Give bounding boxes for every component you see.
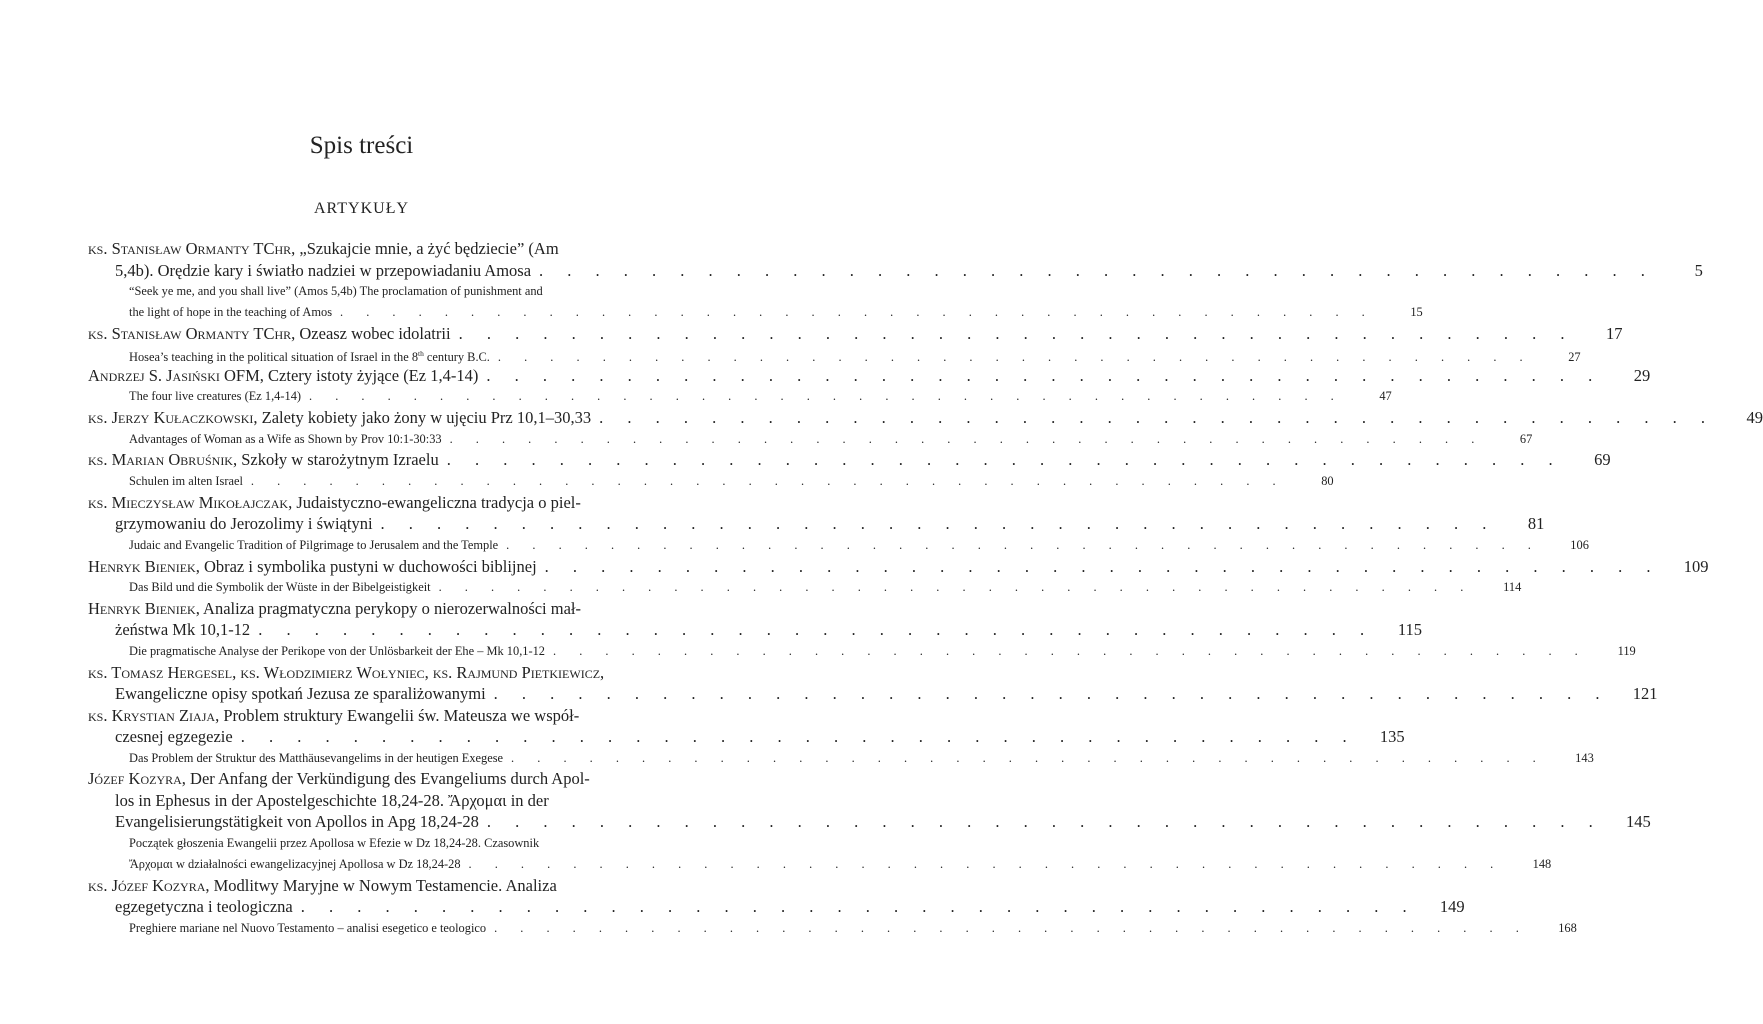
title-text: grzymowaniu do Jerozolimy i świątyni	[115, 514, 373, 534]
title-text: Ἄρχομαι w działalności ewangelizacyjnej Apollosa w Dz 18,24-28	[129, 856, 461, 871]
title-text: , Cztery istoty żyjące (Ez 1,4-14)	[259, 365, 479, 385]
toc-entry	[88, 598, 1423, 641]
toc-line-text	[115, 260, 531, 282]
toc-line-text	[88, 663, 604, 682]
page-number: 81	[1527, 514, 1545, 534]
title-text: Evangelisierungstätigkeit von Apollos in Apg 18,24-28	[115, 812, 479, 832]
toc-line	[88, 238, 638, 260]
toc-line-text	[129, 918, 486, 939]
page-title: Spis treści	[309, 132, 414, 159]
toc-entry	[88, 323, 1623, 345]
author-name: ks. Mieczysław Mikołajczak	[88, 492, 289, 512]
title-text: czesnej egzegezie	[115, 727, 233, 747]
dot-leader: . . . . . . . . . . . . . . . . . . . . . . . . . . . . . . . . . . . . . . . .	[544, 556, 1661, 576]
title-text: Das Problem der Struktur des Matthäusevangelims in der heutigen Exegese	[129, 750, 504, 765]
page-number: 168	[1558, 920, 1577, 935]
title-text: , Analiza pragmatyczna perykopy o nierozerwalności mał-	[195, 598, 582, 618]
dot-leader: . . . . . . . . . . . . . . . . . . . . . . . . . . . . . . . . . . . . . . . .	[506, 537, 1541, 552]
dot-leader: . . . . . . . . . . . . . . . . . . . . . . . . . . . . . . . . . . . . . . . .	[539, 260, 1655, 280]
toc-line-text	[88, 493, 581, 512]
page-number: 115	[1397, 620, 1423, 640]
title-text: żeństwa Mk 10,1-12	[115, 620, 251, 640]
toc-entry	[88, 556, 1709, 578]
author-name: ks. Stanisław Ormanty TChr	[88, 323, 292, 343]
toc-entry	[88, 449, 1611, 471]
toc-line-text	[115, 726, 233, 748]
title-text: Judaic and Evangelic Tradition of Pilgrimage to Jerusalem and the Temple	[129, 537, 499, 552]
toc-line-text	[115, 791, 549, 810]
title-text: los in Ephesus in der Apostelgeschichte 18,24-28. Ἄρχομαι in der	[115, 790, 549, 810]
dot-leader: . . . . . . . . . . . . . . . . . . . . . . . . . . . . . . . . . . . . . . . .	[446, 450, 1563, 470]
toc-line	[88, 854, 1552, 875]
title-text: Das Bild und die Symbolik der Wüste in der Bibelgeistigkeit	[129, 580, 431, 595]
author-name: ks. Tomasz Hergesel, ks. Włodzimierz Wołyniec, ks. Rajmund Pietkiewicz	[88, 662, 601, 682]
toc-line	[88, 833, 638, 854]
toc-line	[88, 260, 1703, 282]
author-name: ks. Krystian Ziaja	[88, 705, 216, 725]
title-text: Schulen im alten Israel	[129, 473, 243, 488]
toc-line	[88, 386, 1392, 407]
toc-entry	[88, 875, 1465, 918]
toc-line	[88, 407, 1763, 429]
toc-line	[88, 811, 1651, 833]
toc-line-text	[88, 449, 439, 471]
toc-line	[88, 790, 638, 812]
dot-leader: . . . . . . . . . . . . . . . . . . . . . . . . . . . . . . . . . . . . . . . .	[309, 389, 1344, 404]
title-text: The four live creatures (Ez 1,4-14)	[129, 389, 302, 404]
dot-leader: . . . . . . . . . . . . . . . . . . . . . . . . . . . . . . . . . . . . . . . .	[458, 323, 1575, 343]
dot-leader: . . . . . . . . . . . . . . . . . . . . . . . . . . . . . . . . . . . . . . . .	[511, 750, 1546, 765]
page-number: 143	[1575, 750, 1594, 765]
toc-line-text	[129, 386, 301, 407]
toc-translation-entry	[88, 429, 1533, 450]
dot-leader: . . . . . . . . . . . . . . . . . . . . . . . . . . . . . . . . . . . . . . . .	[468, 856, 1504, 871]
toc-entry	[88, 365, 1651, 387]
toc-translation-entry	[88, 577, 1522, 598]
toc-line	[88, 918, 1577, 939]
title-text: Die pragmatische Analyse der Perikope von der Unlösbarkeit der Ehe – Mk 10,1-12	[129, 643, 546, 658]
page-number: 5	[1694, 260, 1703, 280]
toc-line	[88, 705, 638, 727]
toc-line	[88, 471, 1334, 492]
toc-line-text	[115, 896, 293, 918]
title-text: Preghiere mariane nel Nuovo Testamento – analisi esegetico e teologico	[129, 920, 487, 935]
toc-line-text	[88, 556, 537, 578]
title-text: Ewangeliczne opisy spotkań Jezusa ze sparaliżowanymi	[115, 684, 486, 704]
toc-line	[88, 748, 1594, 769]
title-text: the light of hope in the teaching of Amos	[129, 304, 333, 319]
toc-line	[88, 875, 638, 897]
dot-leader: . . . . . . . . . . . . . . . . . . . . . . . . . . . . . . . . . . . . . . . .	[449, 431, 1485, 446]
dot-leader: . . . . . . . . . . . . . . . . . . . . . . . . . . . . . . . . . . . . . . . .	[250, 473, 1286, 488]
toc-line-text	[129, 577, 431, 598]
page-number: 49	[1746, 408, 1763, 428]
author-name: ks. Marian Obruśnik	[88, 450, 233, 470]
title-text: Początek głoszenia Ewangelii przez Apollosa w Efezie w Dz 18,24-28. Czasownik	[129, 835, 540, 850]
toc-entry	[88, 662, 1658, 705]
page-number: 114	[1503, 580, 1522, 595]
toc-line-text	[129, 302, 332, 323]
title-text: Advantages of Woman as a Wife as Shown by Prov 10:1-30:33	[129, 431, 442, 446]
toc-line	[88, 598, 638, 620]
title-text: , Modlitwy Maryjne w Nowym Testamencie. Analiza	[205, 875, 557, 895]
dot-leader: . . . . . . . . . . . . . . . . . . . . . . . . . . . . . . . . . . . . . . . .	[599, 408, 1715, 428]
toc-line	[88, 281, 638, 302]
author-name: Henryk Bieniek	[88, 556, 196, 576]
dot-leader: . . . . . . . . . . . . . . . . . . . . . . . . . . . . . . . . . . . . . . . .	[493, 684, 1610, 704]
author-name: Józef Kozyra	[88, 769, 182, 789]
title-text: , Obraz i symbolika pustyni w duchowości biblijnej	[195, 556, 537, 576]
dot-leader: . . . . . . . . . . . . . . . . . . . . . . . . . . . . . . . . . . . . . . . .	[553, 643, 1588, 658]
dot-leader: . . . . . . . . . . . . . . . . . . . . . . . . . . . . . . . . . . . . . . . .	[486, 812, 1603, 832]
toc-line-text	[88, 706, 579, 725]
title-text: Hosea’s teaching in the political situation of Israel in the 8th century B.C.	[129, 349, 490, 365]
toc-line	[88, 662, 638, 684]
title-text: 5,4b). Orędzie kary i światło nadziei w przepowiadaniu Amosa	[115, 260, 532, 280]
toc-entry	[88, 768, 1651, 833]
table-of-contents	[88, 238, 1763, 938]
toc-line	[88, 449, 1611, 471]
toc-translation-entry	[88, 833, 1552, 875]
toc-line	[88, 683, 1658, 705]
toc-line-text	[115, 811, 479, 833]
toc-line	[88, 513, 1545, 535]
toc-line-text	[88, 365, 478, 387]
toc-line	[88, 492, 638, 514]
title-text: , Szkoły w starożytnym Izraelu	[232, 450, 439, 470]
page-number: 17	[1605, 323, 1623, 343]
toc-line-text	[129, 284, 543, 298]
page-number: 149	[1439, 897, 1465, 917]
toc-line	[88, 535, 1589, 556]
toc-line	[88, 365, 1651, 387]
page-number: 121	[1632, 684, 1658, 704]
dot-leader: . . . . . . . . . . . . . . . . . . . . . . . . . . . . . . . . . . . . . . . .	[438, 580, 1474, 595]
title-text: , Zalety kobiety jako żony w ujęciu Prz 10,1–30,33	[253, 408, 592, 428]
toc-translation-entry	[88, 748, 1594, 769]
toc-line-text	[129, 641, 545, 662]
toc-line	[88, 429, 1533, 450]
toc-line	[88, 344, 1581, 365]
page-number: 47	[1379, 389, 1392, 404]
dot-leader: . . . . . . . . . . . . . . . . . . . . . . . . . . . . . . . . . . . . . . . .	[240, 727, 1357, 747]
dot-leader: . . . . . . . . . . . . . . . . . . . . . . . . . . . . . . . . . . . . . . . .	[494, 920, 1529, 935]
toc-line-text	[115, 513, 373, 535]
title-text: , Problem struktury Ewangelii św. Mateusza we współ-	[215, 705, 580, 725]
page-number: 145	[1626, 812, 1651, 832]
page-number: 148	[1532, 856, 1552, 871]
toc-line-text	[88, 239, 559, 258]
section-heading: ARTYKUŁY	[313, 200, 410, 217]
title-text: ,	[600, 662, 605, 682]
toc-translation-entry	[88, 281, 1423, 323]
toc-translation-entry	[88, 641, 1636, 662]
toc-translation-entry	[88, 344, 1581, 365]
toc-line-text	[88, 599, 581, 618]
page-number: 69	[1594, 450, 1611, 470]
title-text: , Judaistyczno-ewangeliczna tradycja o piel-	[288, 492, 581, 512]
toc-entry	[88, 705, 1405, 748]
toc-translation-entry	[88, 471, 1334, 492]
author-name: ks. Józef Kozyra	[88, 875, 206, 895]
dot-leader: . . . . . . . . . . . . . . . . . . . . . . . . . . . . . . . . . . . . . . . .	[340, 304, 1375, 319]
dot-leader: . . . . . . . . . . . . . . . . . . . . . . . . . . . . . . . . . . . . . . . .	[497, 350, 1533, 365]
page-number: 80	[1321, 473, 1334, 488]
page-number: 119	[1617, 643, 1636, 658]
toc-line	[88, 302, 1423, 323]
toc-line	[88, 323, 1623, 345]
page-number: 67	[1519, 431, 1533, 446]
toc-line	[88, 619, 1423, 641]
page-number: 135	[1379, 727, 1405, 747]
toc-line-text	[88, 323, 451, 345]
page-number: 29	[1633, 365, 1651, 385]
page-number: 109	[1683, 556, 1709, 576]
author-name: Henryk Bieniek	[88, 598, 196, 618]
toc-line-text	[129, 535, 498, 556]
dot-leader: . . . . . . . . . . . . . . . . . . . . . . . . . . . . . . . . . . . . . . . .	[300, 897, 1417, 917]
title-text: egzegetyczna i teologiczna	[115, 897, 293, 917]
page-number: 15	[1410, 304, 1423, 319]
toc-line-text	[88, 876, 557, 895]
toc-translation-entry	[88, 535, 1589, 556]
toc-line	[88, 577, 1522, 598]
toc-line-text	[88, 407, 591, 429]
page-number: 27	[1568, 350, 1581, 365]
toc-line-text	[129, 854, 461, 875]
author-name: ks. Stanisław Ormanty TChr	[88, 239, 292, 258]
toc-line	[88, 896, 1465, 918]
author-name: ks. Jerzy Kułaczkowski	[88, 408, 254, 428]
author-name: Andrzej S. Jasiński OFM	[88, 365, 260, 385]
toc-line-text	[115, 619, 250, 641]
toc-line	[88, 556, 1709, 578]
title-text: , Ozeasz wobec idolatrii	[291, 323, 451, 343]
toc-entry	[88, 407, 1763, 429]
dot-leader: . . . . . . . . . . . . . . . . . . . . . . . . . . . . . . . . . . . . . . . .	[380, 514, 1497, 534]
toc-line-text	[129, 748, 503, 769]
toc-line	[88, 768, 638, 790]
dot-leader: . . . . . . . . . . . . . . . . . . . . . . . . . . . . . . . . . . . . . . . .	[486, 365, 1603, 385]
toc-line-text	[88, 769, 590, 788]
toc-translation-entry	[88, 918, 1577, 939]
toc-translation-entry	[88, 386, 1392, 407]
toc-line-text	[129, 429, 442, 450]
toc-line-text	[129, 471, 243, 492]
title-text: “Seek ye me, and you shall live” (Amos 5,4b) The proclamation of punishment and	[129, 284, 543, 298]
toc-line	[88, 641, 1636, 662]
toc-entry	[88, 492, 1545, 535]
toc-entry	[88, 238, 1703, 281]
page-number: 106	[1570, 537, 1589, 552]
title-text: , „Szukajcie mnie, a żyć będziecie” (Am	[291, 239, 559, 258]
title-text: , Der Anfang der Verkündigung des Evangeliums durch Apol-	[181, 769, 590, 789]
toc-line-text	[129, 836, 539, 850]
dot-leader: . . . . . . . . . . . . . . . . . . . . . . . . . . . . . . . . . . . . . . . .	[258, 620, 1375, 640]
toc-line-text	[115, 683, 486, 705]
toc-line	[88, 726, 1405, 748]
